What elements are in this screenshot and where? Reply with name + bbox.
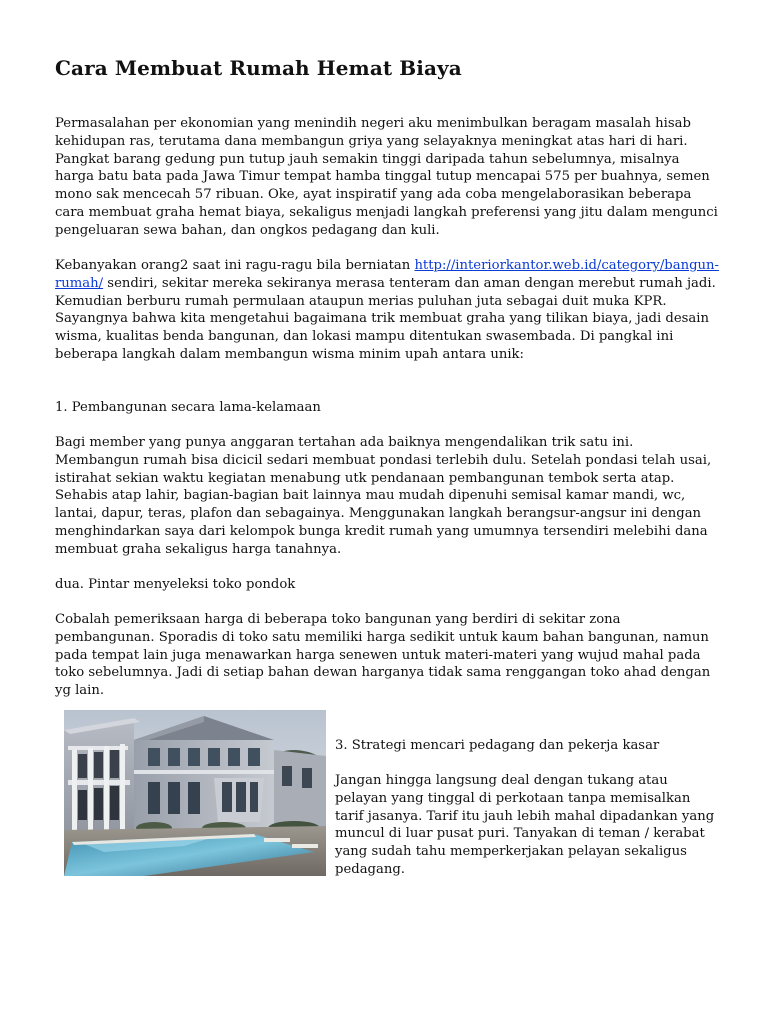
paragraph-intro: Permasalahan per ekonomian yang menindih negeri aku menimbulkan beragam masalah hisab kehidupan ras, terutama dana membangun griya yang selayaknya meningkat atas hari di hari. Pangkat barang gedung pun tutup jauh semakin tinggi daripada tahun sebelumnya, misalnya harga batu bata pada Jawa Timur tempat hamba tinggal tutup mencapai 575 per buahnya, semen mono sak mencecah 57 ribuan. Oke, ayat inspiratif yang ada coba mengelaborasikan beberapa cara membuat graha hemat biaya, sekaligus menjadi langkah preferensi yang jitu dalam mengunci pengeluaran sewa bahan, dan ongkos pedagang dan kuli.: [55, 116, 718, 238]
article-title: Cara Membuat Rumah Hemat Biaya: [55, 56, 462, 80]
paragraph-text-after-link: sendiri, sekitar mereka sekiranya merasa tenteram dan aman dengan merebut rumah jadi. Kemudian berburu rumah permulaan ataupun merias puluhan juta sebagai duit muka KPR. Sayangnya bahwa kita mengetahui bagaimana trik membuat graha yang tilikan biaya, jadi desain wisma, kualitas benda bangunan, dan lokasi mampu ditentukan swasembada. Di pangkal ini beberapa langkah dalam membangun wisma minim upah antara unik:: [55, 275, 716, 362]
section-heading-3: 3. Strategi mencari pedagang dan pekerja kasar: [335, 738, 660, 753]
section-heading-1: 1. Pembangunan secara lama-kelamaan: [55, 400, 321, 415]
section-heading-2: dua. Pintar menyeleksi toko pondok: [55, 577, 296, 592]
interiorkantor-link[interactable]: http://interiorkantor.web.id/category/bangun-rumah/: [55, 258, 719, 291]
paragraph-with-link: [55, 257, 720, 364]
paragraph-section-3: Jangan hingga langsung deal dengan tukang atau pelayan yang tinggal di perkotaan tanpa memisalkan tarif jasanya. Tarif itu jauh lebih mahal dipadankan yang muncul di luar pusat puri. Tanyakan di teman / kerabat yang sudah tahu memperkerjakan pelayan sekaligus pedagang.: [335, 773, 715, 877]
paragraph-section-2: Cobalah pemeriksaan harga di beberapa toko bangunan yang berdiri di sekitar zona pembangunan. Sporadis di toko satu memiliki harga sedikit untuk kaum bahan bangunan, namun pada tempat lain juga menawarkan harga senewen untuk materi-materi yang wujud mahal pada toko sebelumnya. Jadi di setiap bahan dewan harganya tidak sama renggangan toko ahad dengan yg lain.: [55, 612, 711, 699]
paragraph-text-before-link: Kebanyakan orang2 saat ini ragu-ragu bila berniatan: [55, 258, 415, 273]
house-pool-photo: [64, 710, 326, 876]
paragraph-section-1: Bagi member yang punya anggaran tertahan ada baiknya mengendalikan trik satu ini. Membangun rumah bisa dicicil sedari membuat pondasi terlebih dulu. Setelah pondasi telah usai, istirahat sekian waktu kegiatan menabung utk pendanaan pembangunan tembok serta atap. Sehabis atap lahir, bagian-bagian bait lainnya mau mudah dipenuhi semisal kamar mandi, wc, lantai, dapur, teras, plafon dan sebagainya. Menggunakan langkah berangsur-angsur ini dengan menghindarkan saya dari kelompok bunga kredit rumah yang umumnya tersendiri melebihi dana membuat graha sekaligus harga tanahnya.: [55, 435, 712, 557]
